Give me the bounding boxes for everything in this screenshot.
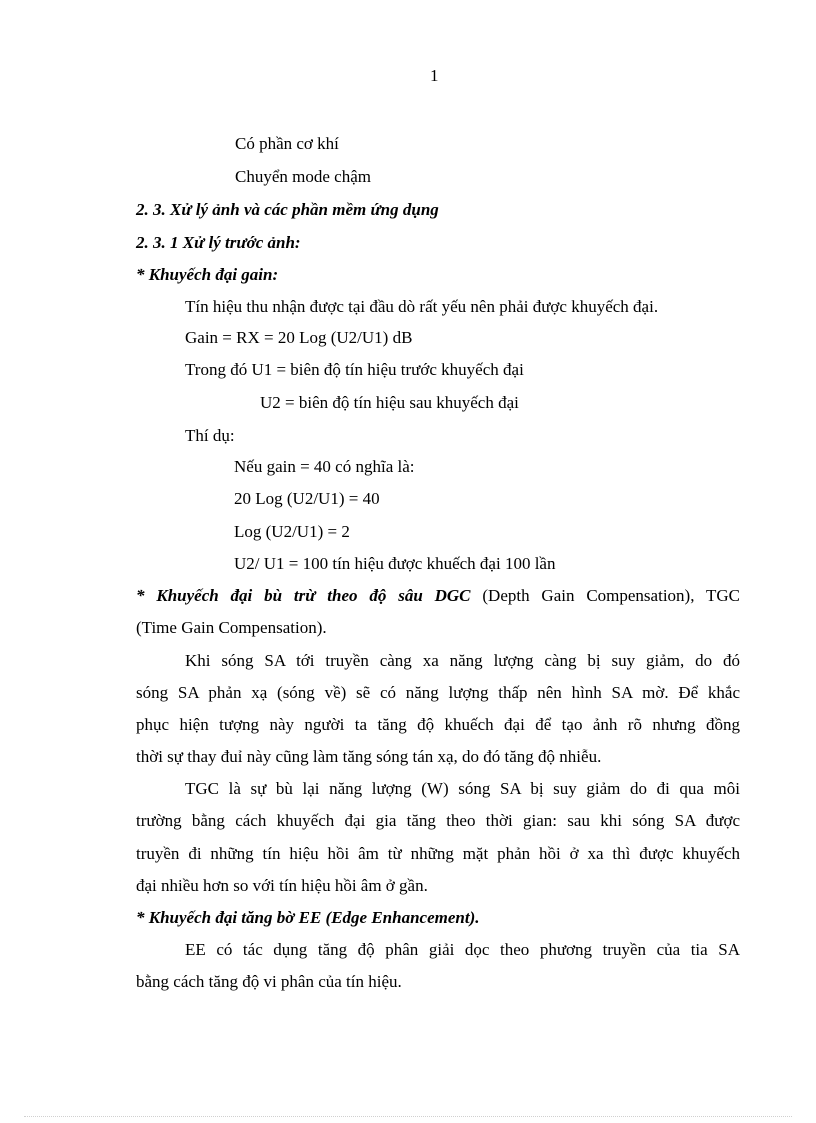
gain-where-u2: U2 = biên độ tín hiệu sau khuyếch đại [260, 393, 519, 412]
paragraph-line: Khi sóng SA tới truyền càng xa năng lượng càng bị suy giảm, do đó [185, 651, 740, 670]
ee-heading: * Khuyếch đại tăng bờ EE (Edge Enhancement). [136, 908, 480, 927]
list-item: Có phần cơ khí [235, 134, 339, 153]
section-heading: 2. 3. Xử lý ảnh và các phần mềm ứng dụng [136, 200, 439, 219]
paragraph-line: truyền đi những tín hiệu hồi âm từ những mặt phản hồi ở xa thì được khuyếch [136, 844, 740, 863]
example-line: 20 Log (U2/U1) = 40 [234, 489, 380, 508]
gain-heading: * Khuyếch đại gain: [136, 265, 279, 284]
paragraph-line: bằng cách tăng độ vi phân của tín hiệu. [136, 972, 402, 991]
list-item: Chuyển mode chậm [235, 167, 371, 186]
paragraph-line: phục hiện tượng này người ta tăng độ khuếch đại để tạo ảnh rõ nhưng đồng [136, 715, 740, 734]
dgc-line-2: (Time Gain Compensation). [136, 618, 327, 637]
example-line: Log (U2/U1) = 2 [234, 522, 350, 541]
dgc-heading-rest: (Depth Gain Compensation), TGC [470, 586, 740, 605]
paragraph-line: TGC là sự bù lại năng lượng (W) sóng SA bị suy giảm do đi qua môi [185, 779, 740, 798]
gain-intro: Tín hiệu thu nhận được tại đầu dò rất yếu nên phải được khuyếch đại. [185, 297, 659, 316]
gain-where-u1: Trong đó U1 = biên độ tín hiệu trước khuyếch đại [185, 360, 524, 379]
paragraph-line: thời sự thay đuỉ này cũng làm tăng sóng tán xạ, do đó tăng độ nhiễu. [136, 747, 602, 766]
dgc-line-1 [136, 585, 740, 607]
page-bottom-divider [24, 1116, 792, 1117]
subsection-heading: 2. 3. 1 Xử lý trước ảnh: [136, 233, 301, 252]
gain-formula: Gain = RX = 20 Log (U2/U1) dB [185, 328, 413, 347]
paragraph-line: đại nhiều hơn so với tín hiệu hồi âm ở gần. [136, 876, 428, 895]
example-line: Nếu gain = 40 có nghĩa là: [234, 457, 415, 476]
page-number: 1 [430, 66, 439, 85]
paragraph-line: EE có tác dụng tăng độ phân giải dọc theo phương truyền của tia SA [185, 940, 740, 959]
paragraph-line: sóng SA phản xạ (sóng về) sẽ có năng lượng thấp nên hình SA mờ. Để khắc [136, 683, 740, 702]
paragraph-line: trường bằng cách khuyếch đại gia tăng theo thời gian: sau khi sóng SA được [136, 811, 740, 830]
dgc-heading: * Khuyếch đại bù trừ theo độ sâu DGC [136, 586, 471, 605]
example-line: U2/ U1 = 100 tín hiệu được khuếch đại 100 lần [234, 554, 556, 573]
example-label: Thí dụ: [185, 426, 235, 445]
